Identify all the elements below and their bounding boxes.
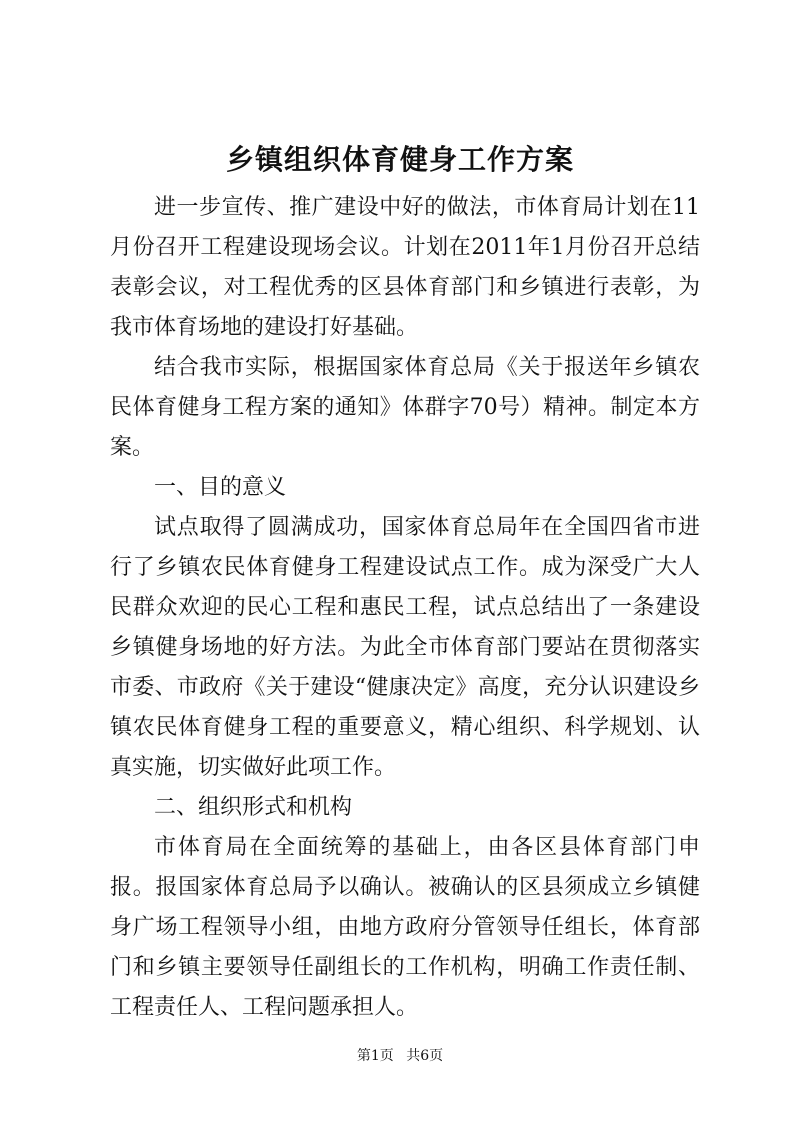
section-heading: 一、目的意义 xyxy=(154,475,287,500)
page-footer xyxy=(0,1046,800,1066)
page-number: 第1页 xyxy=(356,1048,394,1064)
section-heading: 二、组织形式和机构 xyxy=(154,795,353,820)
document-title: 乡镇组织体育健身工作方案 xyxy=(225,143,574,176)
page-total: 共6页 xyxy=(406,1048,444,1064)
document-body xyxy=(110,188,700,1028)
paragraph: 结合我市实际，根据国家体育总局《关于报送年乡镇农民体育健身工程方案的通知》体群字70号）精神。制定本方案。 xyxy=(110,355,700,460)
paragraph: 进一步宣传、推广建设中好的做法，市体育局计划在11月份召开工程建设现场会议。计划在2011年1月份召开总结表彰会议，对工程优秀的区县体育部门和乡镇进行表彰，为我市体育场地的建设打好基础。 xyxy=(110,195,700,340)
paragraph: 试点取得了圆满成功，国家体育总局年在全国四省市进行了乡镇农民体育健身工程建设试点工作。成为深受广大人民群众欢迎的民心工程和惠民工程，试点总结出了一条建设乡镇健身场地的好方法。为此全市体育部门要站在贯彻落实市委、市政府《关于建设“健康决定》高度，充分认识建设乡镇农民体育健身工程的重要意义，精心组织、科学规划、认真实施，切实做好此项工作。 xyxy=(110,515,700,780)
paragraph: 市体育局在全面统筹的基础上，由各区县体育部门申报。报国家体育总局予以确认。被确认的区县须成立乡镇健身广场工程领导小组，由地方政府分管领导任组长，体育部门和乡镇主要领导任副组长的工作机构，明确工作责任制、工程责任人、工程问题承担人。 xyxy=(110,835,700,1020)
